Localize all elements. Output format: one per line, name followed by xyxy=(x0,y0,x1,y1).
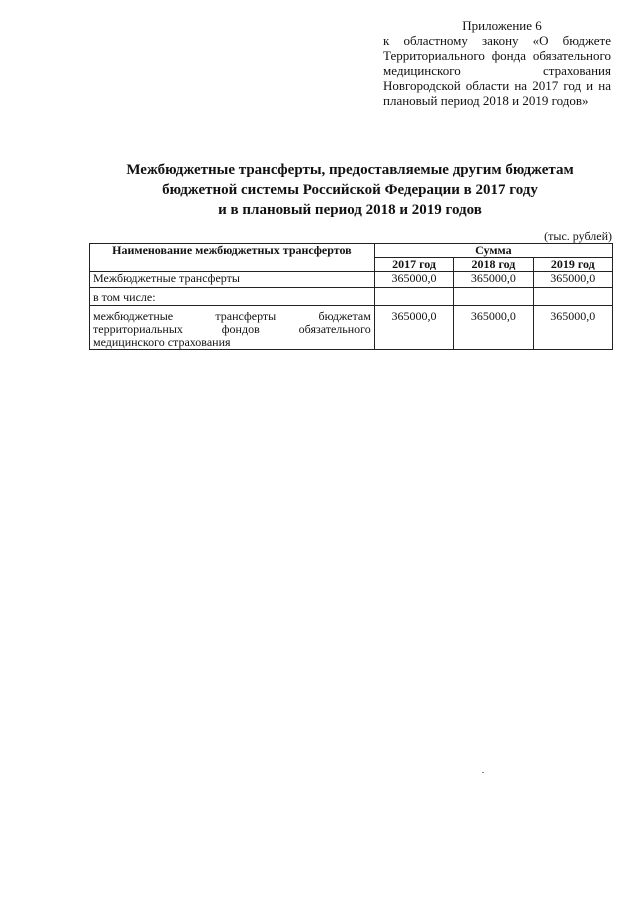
table-row xyxy=(90,272,613,288)
table-header-row xyxy=(90,244,613,258)
row-name: в том числе: xyxy=(90,288,375,306)
sum-column-header: Сумма xyxy=(374,244,612,258)
row-value-2019 xyxy=(533,288,612,306)
table-row xyxy=(90,288,613,306)
row-value-2019: 365000,0 xyxy=(533,306,612,350)
transfers-table xyxy=(89,243,613,350)
row-value-2019: 365000,0 xyxy=(533,272,612,288)
document-title xyxy=(80,160,620,220)
title-line-3: и в плановый период 2018 и 2019 годов xyxy=(218,202,482,218)
appendix-title: Приложение 6 xyxy=(462,18,542,33)
row-value-2018: 365000,0 xyxy=(454,272,533,288)
year-header-2019: 2019 год xyxy=(533,258,612,272)
appendix-body: к областному закону «О бюджете Территориального фонда обязательного медицинского страхования Новгородской области на 2017 год и на плановый период 2018 и 2019 годов» xyxy=(383,33,611,108)
row-value-2018: 365000,0 xyxy=(454,306,533,350)
row-name: межбюджетные трансферты бюджетам территориальных фондов обязательного медицинского страхования xyxy=(90,306,375,350)
table-row xyxy=(90,306,613,350)
row-value-2017: 365000,0 xyxy=(374,272,453,288)
row-name: Межбюджетные трансферты xyxy=(90,272,375,288)
row-value-2017 xyxy=(374,288,453,306)
units-label: (тыс. рублей) xyxy=(544,229,612,243)
title-line-2: бюджетной системы Российской Федерации в 2017 году xyxy=(162,182,538,198)
title-line-1: Межбюджетные трансферты, предоставляемые другим бюджетам xyxy=(126,162,574,178)
year-header-2017: 2017 год xyxy=(374,258,453,272)
appendix-note xyxy=(383,18,611,108)
year-header-2018: 2018 год xyxy=(454,258,533,272)
row-value-2018 xyxy=(454,288,533,306)
row-value-2017: 365000,0 xyxy=(374,306,453,350)
name-column-header: Наименование межбюджетных трансфертов xyxy=(90,244,375,272)
scan-speck xyxy=(482,772,484,773)
